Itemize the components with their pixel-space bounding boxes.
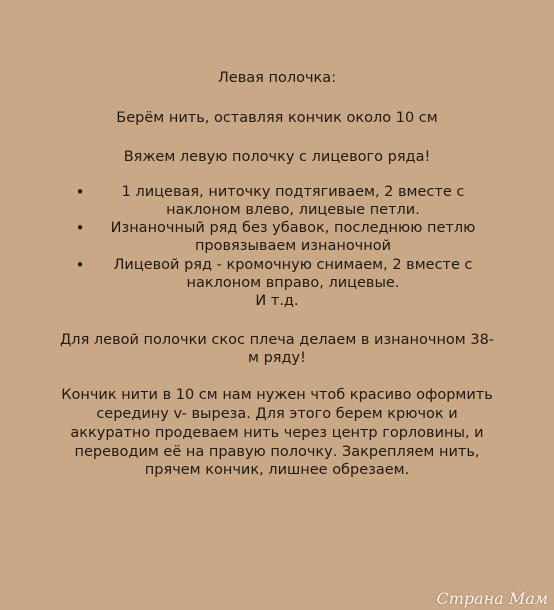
bullet-marker: • [75,219,85,237]
bullet-marker: • [75,183,85,201]
document-title: Левая полочка: [217,70,337,86]
v-neck-note-line: Кончик нити в 10 см нам нужен чтоб красиво оформить [61,387,493,403]
start-instruction: Вяжем левую полочку с лицевого ряда! [123,149,431,165]
v-neck-note-line: переводим её на правую полочку. Закрепляем нить, [74,444,480,460]
bullet-line: 1 лицевая, ниточку подтягиваем, 2 вместе с [121,184,465,200]
v-neck-note-line: середину v- выреза. Для этого берем крючок и [96,406,458,422]
bullet-line: Изнаночный ряд без убавок, последнюю петлю [110,220,476,236]
bullet-line: провязываем изнаночной [194,238,392,254]
v-neck-note-line: аккуратно продеваем нить через центр горловины, и [70,425,484,441]
etc-text: И т.д. [255,293,299,309]
bullet-line: наклоном вправо, лицевые. [186,275,400,291]
bullet-marker: • [75,256,85,274]
shoulder-note-line: м ряду! [248,350,306,366]
v-neck-note-line: прячем кончик, лишнее обрезаем. [144,462,410,478]
bullet-line: Лицевой ряд - кромочную снимаем, 2 вместе с [113,257,473,273]
intro-text: Берём нить, оставляя кончик около 10 см [116,110,438,126]
shoulder-note-line: Для левой полочки скос плеча делаем в изнаночном 38- [59,332,495,348]
bullet-line: наклоном влево, лицевые петли. [166,202,420,218]
site-watermark-logo: Страна Мам [436,589,548,608]
